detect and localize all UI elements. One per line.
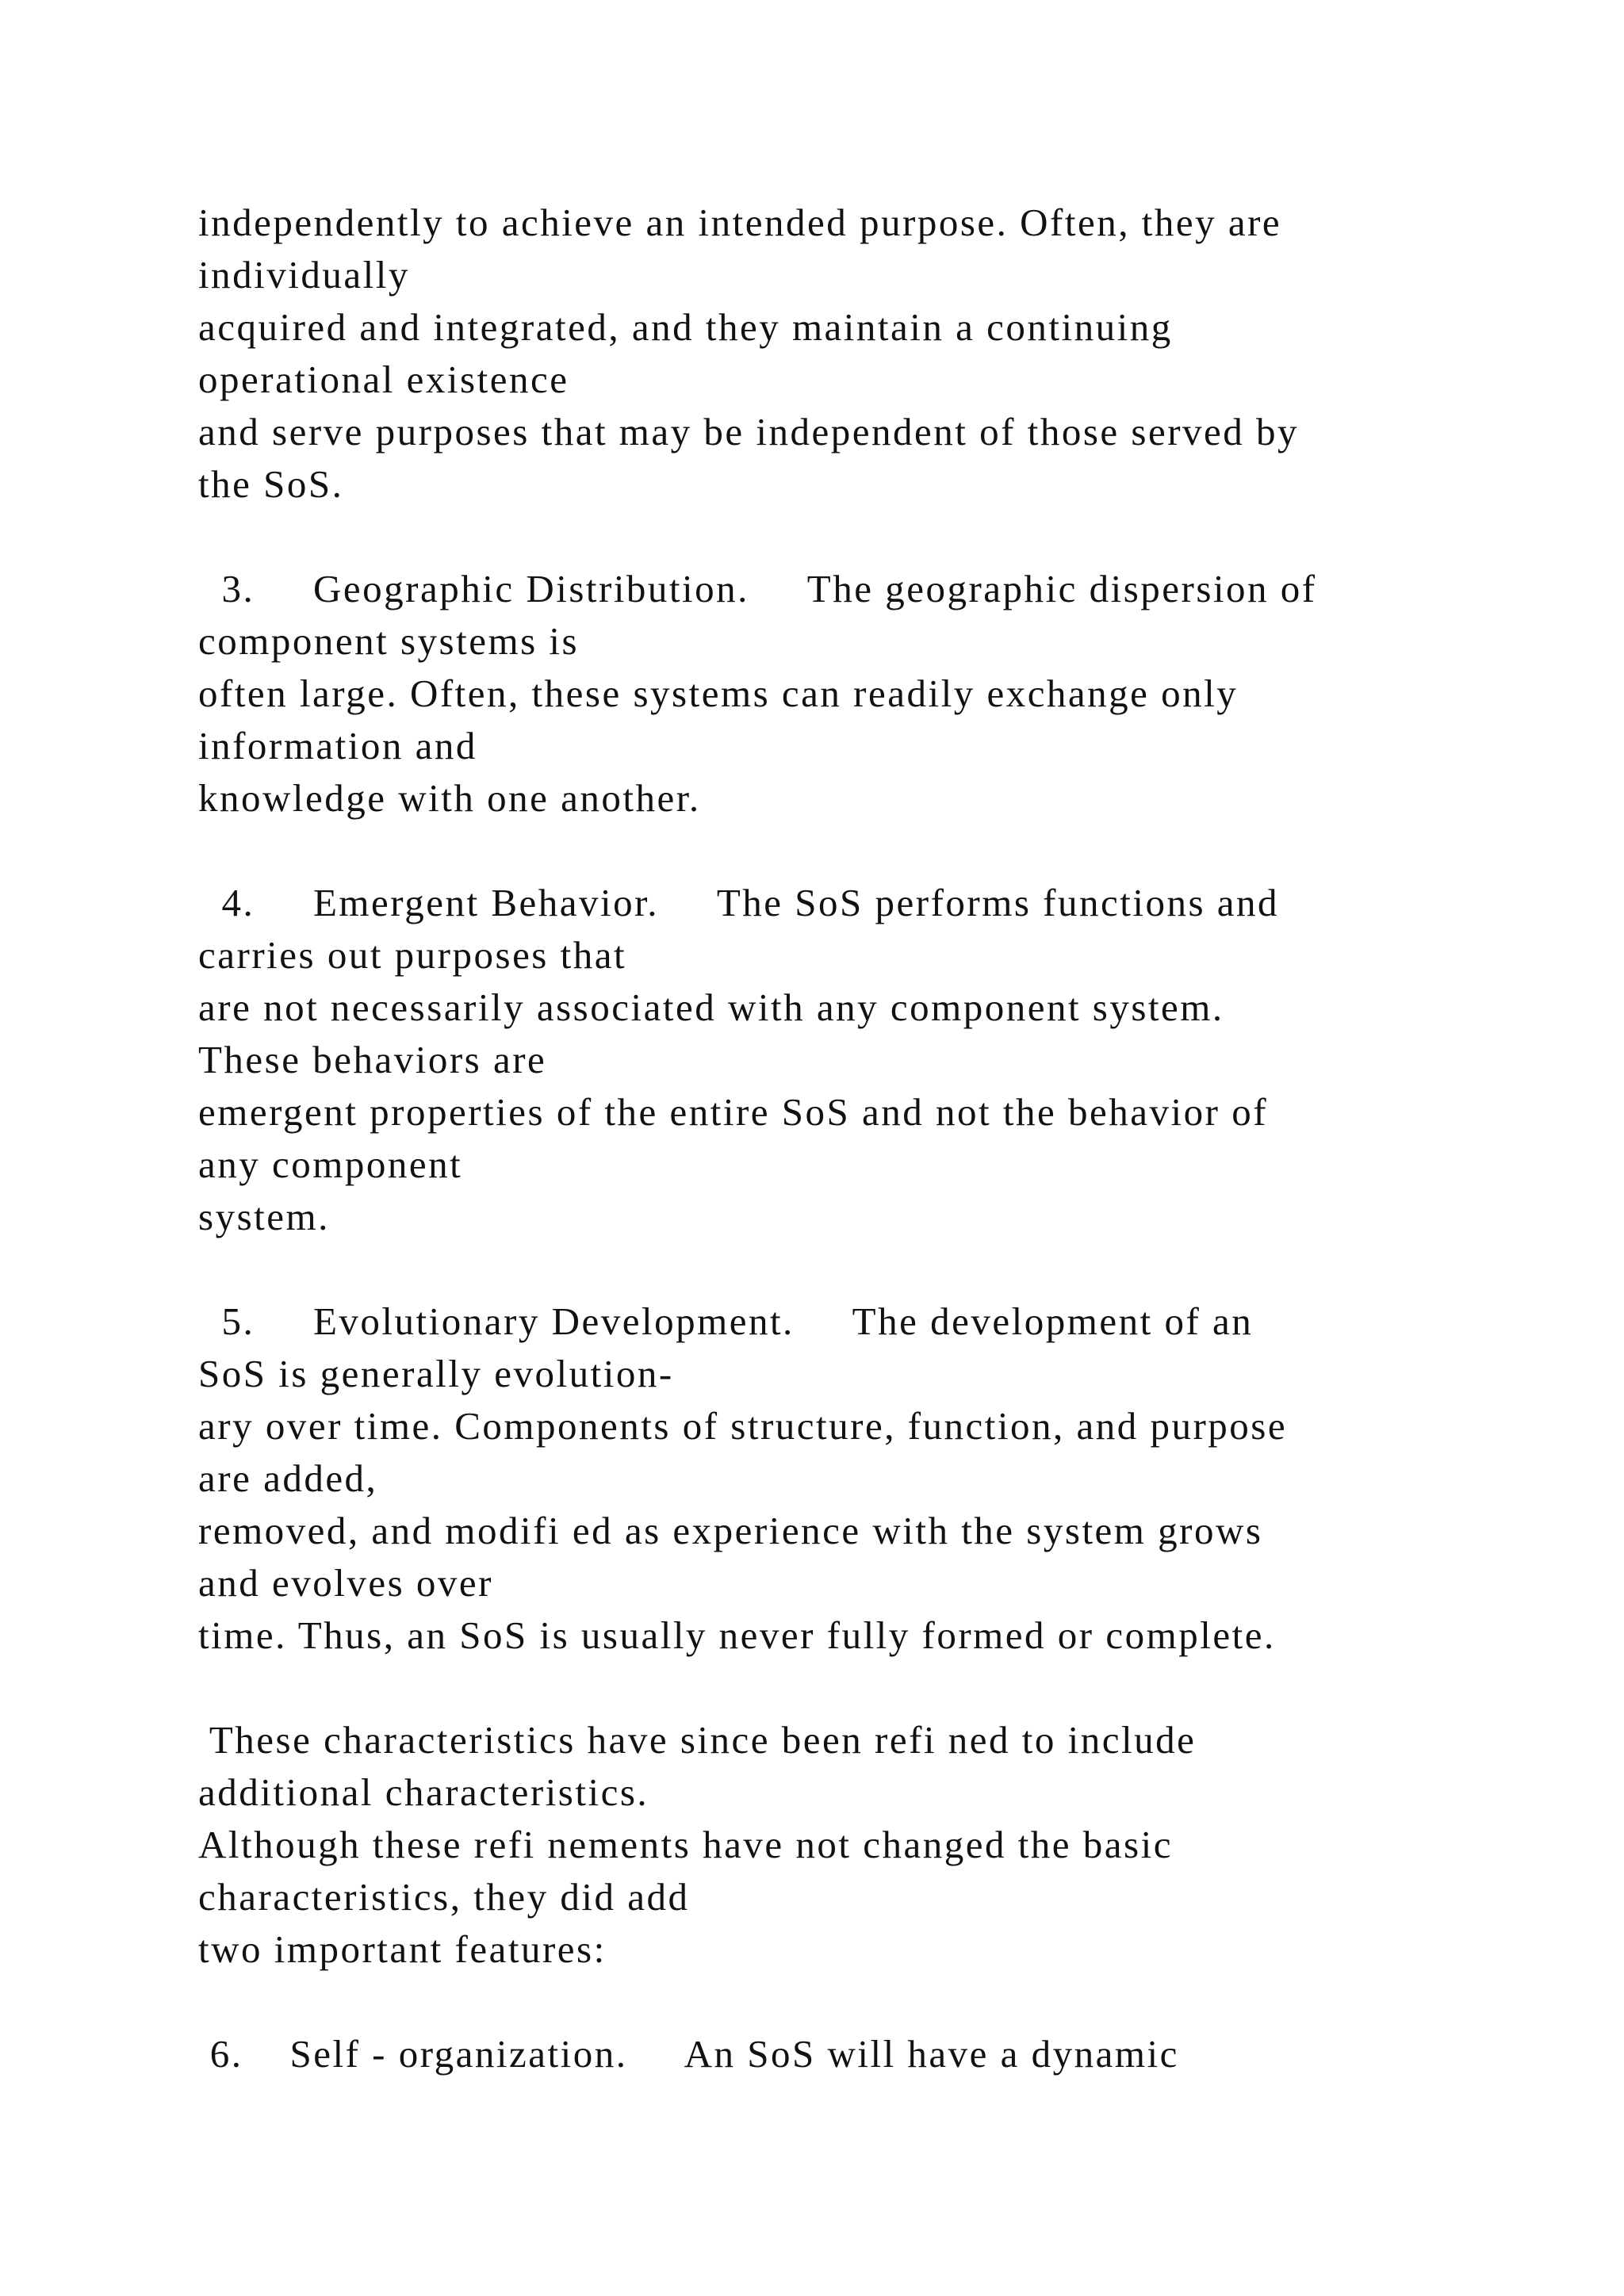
text-line: emergent properties of the entire SoS and not the behavior of bbox=[198, 1090, 1269, 1134]
text-line: carries out purposes that bbox=[198, 933, 627, 977]
text-line: are not necessarily associated with any component system. bbox=[198, 985, 1224, 1029]
text-line: removed, and modifi ed as experience with the system grows bbox=[198, 1509, 1263, 1552]
text-line: component systems is bbox=[198, 619, 580, 663]
paragraph-evolutionary-development bbox=[198, 1295, 1546, 1662]
text-line: acquired and integrated, and they maintain a continuing bbox=[198, 305, 1173, 349]
paragraph-spacer bbox=[198, 511, 1546, 563]
paragraph-spacer bbox=[198, 1243, 1546, 1295]
paragraph-spacer bbox=[198, 825, 1546, 877]
text-line: additional characteristics. bbox=[198, 1770, 649, 1814]
paragraph-continuation bbox=[198, 197, 1546, 511]
text-line: independently to achieve an intended purpose. Often, they are bbox=[198, 201, 1282, 244]
text-line: knowledge with one another. bbox=[198, 776, 701, 820]
text-line: characteristics, they did add bbox=[198, 1875, 690, 1919]
text-line: SoS is generally evolution- bbox=[198, 1352, 674, 1395]
text-line: 3. Geographic Distribution. The geographic dispersion of bbox=[198, 567, 1317, 610]
paragraph-spacer bbox=[198, 1662, 1546, 1714]
text-line: ary over time. Components of structure, function, and purpose bbox=[198, 1404, 1288, 1448]
text-line: and serve purposes that may be independent of those served by bbox=[198, 410, 1300, 453]
paragraph-self-organization bbox=[198, 2028, 1546, 2080]
text-line: These characteristics have since been refi ned to include bbox=[198, 1718, 1197, 1762]
text-line: 4. Emergent Behavior. The SoS performs functions and bbox=[198, 881, 1280, 924]
text-line: Although these refi nements have not changed the basic bbox=[198, 1823, 1173, 1866]
document-body bbox=[198, 197, 1546, 2080]
text-line: any component bbox=[198, 1142, 463, 1186]
text-line: operational existence bbox=[198, 358, 569, 401]
text-line: and evolves over bbox=[198, 1561, 493, 1605]
text-line: system. bbox=[198, 1195, 330, 1238]
text-line: individually bbox=[198, 253, 410, 297]
text-line: information and bbox=[198, 724, 477, 767]
paragraph-refinements bbox=[198, 1714, 1546, 1976]
text-line: often large. Often, these systems can readily exchange only bbox=[198, 672, 1239, 715]
text-line: 5. Evolutionary Development. The development of an bbox=[198, 1299, 1254, 1343]
text-line: two important features: bbox=[198, 1927, 607, 1971]
paragraph-emergent-behavior bbox=[198, 877, 1546, 1243]
text-line: the SoS. bbox=[198, 462, 344, 506]
text-line: These behaviors are bbox=[198, 1038, 547, 1081]
text-line: 6. Self - organization. An SoS will have a dynamic bbox=[198, 2032, 1179, 2076]
text-line: are added, bbox=[198, 1456, 378, 1500]
text-line: time. Thus, an SoS is usually never fully formed or complete. bbox=[198, 1613, 1276, 1657]
paragraph-geographic-distribution bbox=[198, 563, 1546, 825]
paragraph-spacer bbox=[198, 1976, 1546, 2028]
